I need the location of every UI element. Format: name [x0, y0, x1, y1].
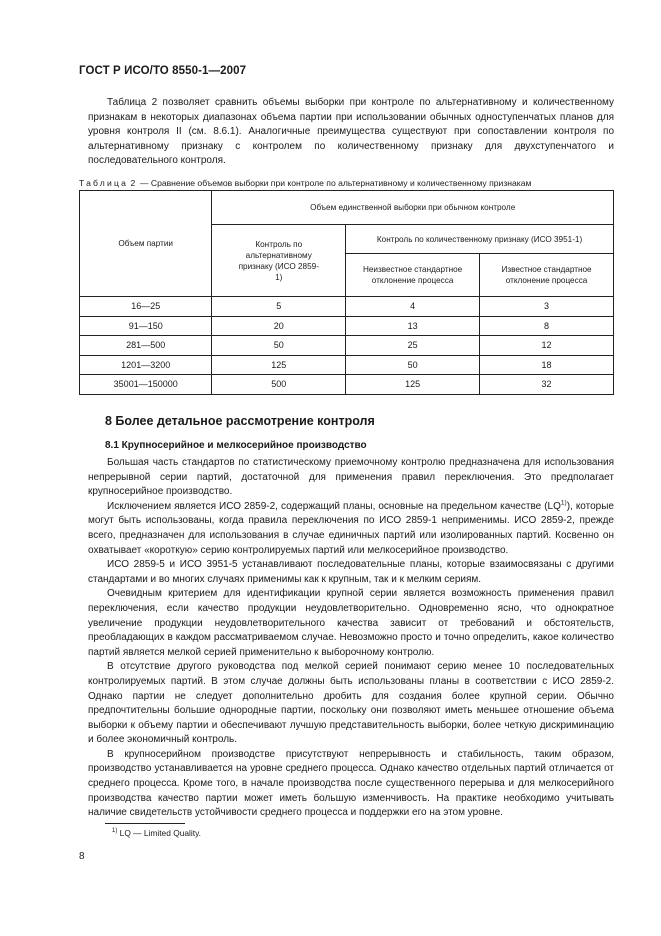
header-known-sd: [480, 254, 614, 297]
paragraph-5: В отсутствие другого руководства под мелкой серией понимают серию менее 10 последовательных контролируемых партий. В этом случае должны быть использованы планы в соответствии с ИСО 2859-2. Однако партии не следует дополнительно дробить для создания более крупной серии. Обычно предпочтительны большие однородные партии, поскольку они позволяют иметь меньшее отношение объема выборки к объему партии и обеспечивают лучшую представительность выборки, более четкую дискриминацию и более экономичный контроль.: [88, 661, 614, 746]
paragraph-2-part-b: ), которые могут быть использованы, когда правила переключения по ИСО 2859-1 неприменимы. ИСО 2859-2, прежде всего, предназначен для использования в случае единичных партий или изолированных партий. Косвенно он охватывает «короткую» серию контролируемых партий или мелкосерийное производство.: [88, 500, 614, 556]
cell-lot: 35001—150000: [80, 375, 212, 395]
cell-known: 32: [480, 375, 614, 395]
table-row: [80, 336, 614, 356]
cell-unknown: 25: [346, 336, 480, 356]
header-known-sd-text: Известное стандартное отклонение процесса: [501, 265, 592, 285]
cell-unknown: 13: [346, 316, 480, 336]
cell-attr: 125: [212, 355, 346, 375]
table-caption-text: — Сравнение объемов выборки при контроле по альтернативному и количественному признакам: [139, 178, 532, 188]
table-row: [80, 297, 614, 317]
footnote-text: LQ — Limited Quality.: [119, 828, 201, 838]
header-lot-size: Объем партии: [80, 191, 212, 297]
cell-lot: 16—25: [80, 297, 212, 317]
header-attribute-control: [212, 225, 346, 297]
footnote-separator: [105, 823, 185, 824]
paragraph-3: ИСО 2859-5 и ИСО 3951-5 устанавливают последовательные планы, которые взаимосвязаны с другими стандартами и во многих случаях применимы как к крупным, так и к мелким сериям.: [88, 559, 614, 585]
cell-attr: 5: [212, 297, 346, 317]
paragraph-2-part-a: Исключением является ИСО 2859-2, содержащий планы, основные на предельном качестве (LQ: [107, 500, 561, 512]
comparison-table: [79, 190, 614, 395]
footnote-ref: 1): [560, 499, 567, 507]
section-8-1-heading: 8.1 Крупносерийное и мелкосерийное производство: [105, 440, 367, 451]
footnote-mark: 1): [112, 828, 118, 835]
table-row: [80, 316, 614, 336]
cell-known: 18: [480, 355, 614, 375]
paragraph-6: В крупносерийном производстве присутствуют непрерывность и стабильность, таким образом, производство устанавливается на уровне среднего процесса. Однако качество отдельных партий отличается от среднего процесса. Кроме того, в начале производства после существенного перерыва и для мелкосерийного производства качество партии может иметь большую изменчивость. На практике необходимо учитывать наличие свидетельств устойчивости среднего процесса и поддержки его на этом уровне.: [88, 748, 614, 819]
cell-attr: 20: [212, 316, 346, 336]
section-8-heading: 8 Более детальное рассмотрение контроля: [105, 414, 375, 428]
cell-unknown: 50: [346, 355, 480, 375]
header-unknown-sd: [346, 254, 480, 297]
paragraph-2: [88, 500, 614, 558]
section-8-1-body: [88, 456, 614, 821]
table-row: [80, 355, 614, 375]
cell-unknown: 4: [346, 297, 480, 317]
page-number: 8: [79, 851, 85, 862]
paragraph-4: Очевидным критерием для идентификации крупной серии является возможность применения правил переключения, если качество продукции неудовлетворительно. Одновременно ясно, что однократное увеличение продукции неудовлетворительного качества зависит от требований и обстоятельств, преобладающих в каждом рассматриваемом случае. Невозможно просто и точно определить, какое количество партий является мелкой серией применительно к выборочному контролю.: [88, 588, 614, 658]
cell-attr: 50: [212, 336, 346, 356]
header-unknown-sd-text: Неизвестное стандартное отклонение процесса: [362, 265, 463, 285]
cell-lot: 91—150: [80, 316, 212, 336]
paragraph-1: Большая часть стандартов по статистическому приемочному контролю предназначена для использования непрерывной серии партий, достаточной для применения правил переключения. Это предполагает крупносерийное производство.: [88, 457, 614, 498]
header-attribute-text: Контроль по альтернативному признаку (ИСО 2859-1): [238, 239, 319, 282]
footnote: [112, 828, 201, 838]
header-variables-group: Контроль по количественному признаку (ИСО 3951-1): [346, 225, 614, 254]
intro-paragraph: [88, 96, 614, 169]
table-caption: [79, 178, 619, 188]
intro-text: Таблица 2 позволяет сравнить объемы выборки при контроле по альтернативному и количественному признакам в некоторых диапазонах объема партии при использовании обычных одноступенчатых планов для уровня контроля II (см. 8.6.1). Аналогичные преимущества существуют при сопоставлении контроля по альтернативному признаку с контролем по количественному признаку для двухступенчатого и последовательного контроля.: [88, 97, 614, 167]
header-sample-size-group: Объем единственной выборки при обычном контроле: [212, 191, 614, 225]
cell-attr: 500: [212, 375, 346, 395]
table-caption-number: 2: [130, 178, 138, 188]
cell-lot: 281—500: [80, 336, 212, 356]
cell-known: 12: [480, 336, 614, 356]
cell-known: 8: [480, 316, 614, 336]
cell-known: 3: [480, 297, 614, 317]
document-header: ГОСТ Р ИСО/ТО 8550-1—2007: [79, 65, 247, 77]
cell-lot: 1201—3200: [80, 355, 212, 375]
table-caption-label: Таблица: [79, 178, 129, 188]
table-row: [80, 375, 614, 395]
cell-unknown: 125: [346, 375, 480, 395]
